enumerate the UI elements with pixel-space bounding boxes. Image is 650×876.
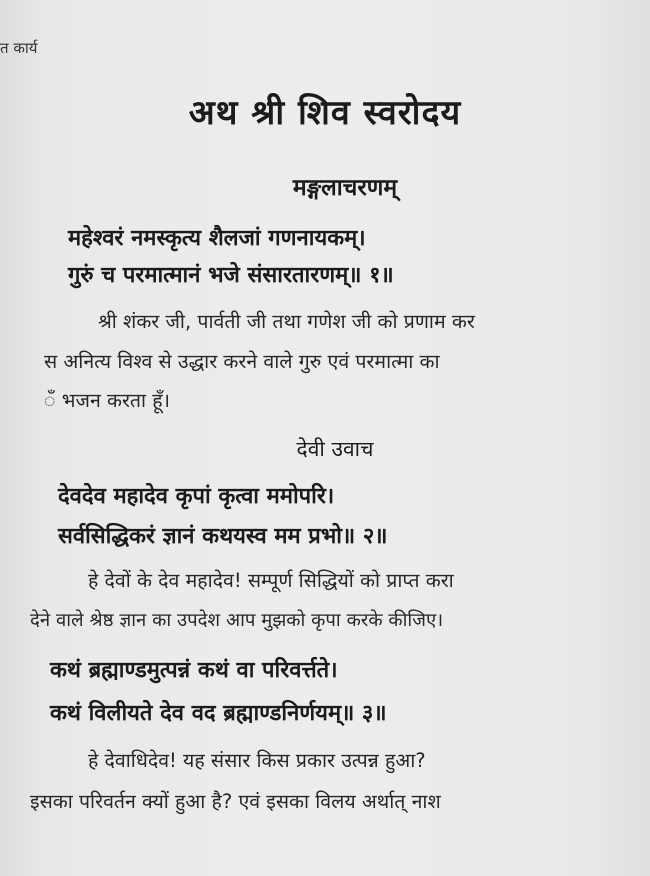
prose-1-line-1: श्री शंकर जी, पार्वती जी तथा गणेश जी को प्रणाम कर [98,310,475,333]
prose-2-line-2: देने वाले श्रेष्ठ ज्ञान का उपदेश आप मुझको कृपा करके कीजिए। [30,610,444,631]
verse-3-line-2: कथं विलीयते देव वद ब्रह्माण्डनिर्णयम्॥ ३॥ [50,700,387,726]
speaker-label: देवी उवाच [296,437,374,461]
verse-2-line-2: सर्वसिद्धिकरं ज्ञानं कथयस्व मम प्रभो॥ २॥ [58,523,388,549]
prose-2-line-1: हे देवों के देव महादेव! सम्पूर्ण सिद्धियों को प्राप्त करा [88,569,454,592]
verse-1-line-1: महेश्वरं नमस्कृत्य शैलजां गणनायकम्। [68,225,366,251]
verse-2-line-1: देवदेव महादेव कृपां कृत्वा ममोपरि। [58,483,335,509]
corner-text: त कार्य [0,39,38,57]
prose-3-line-2: इसका परिवर्तन क्यों हुआ है? एवं इसका विलय अर्थात् नाश [30,790,441,813]
verse-1-line-2: गुरुं च परमात्मानं भजे संसारतारणम्॥ १॥ [68,262,394,288]
prose-1-line-3: ँ भजन करता हूँ। [44,389,171,412]
prose-1-line-2: स अनित्य विश्व से उद्धार करने वाले गुरु एवं परमात्मा का [44,350,440,373]
section-heading: मङ्गलाचरणम् [292,174,398,201]
verse-3-line-1: कथं ब्रह्माण्डमुत्पन्नं कथं वा परिवर्त्तते। [50,657,338,683]
page-title: अथ श्री शिव स्वरोदय [188,93,462,133]
prose-3-line-1: हे देवाधिदेव! यह संसार किस प्रकार उत्पन्न हुआ? [88,749,426,772]
